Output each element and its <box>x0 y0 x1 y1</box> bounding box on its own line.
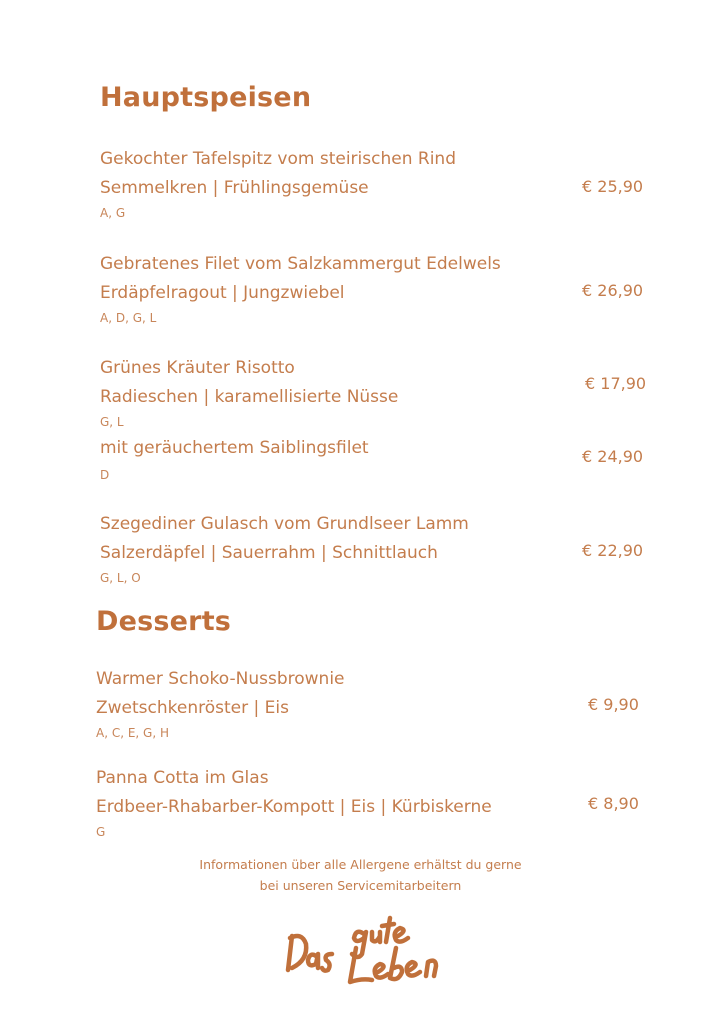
allergen-info-line-2: bei unseren Servicemitarbeitern <box>259 878 462 893</box>
dish-sides: Radieschen | karamellisierte Nüsse <box>100 387 399 407</box>
dish-sides: Semmelkren | Frühlingsgemüse <box>100 178 369 198</box>
dish-name: Gebratenes Filet vom Salzkammergut Edelwels <box>100 254 501 274</box>
dish-price: € 26,90 <box>582 281 644 300</box>
dish-price: € 9,90 <box>588 695 639 714</box>
dish-price: € 22,90 <box>582 541 644 560</box>
dish-allergens: G <box>96 825 106 839</box>
dish-name: Warmer Schoko-Nussbrownie <box>96 669 345 689</box>
dish-sides: Zwetschkenröster | Eis <box>96 698 289 718</box>
dish-allergens: A, C, E, G, H <box>96 726 170 740</box>
dish-price: € 17,90 <box>585 374 647 393</box>
dish-price: € 25,90 <box>582 177 644 196</box>
dish-name: Gekochter Tafelspitz vom steirischen Rind <box>100 149 456 169</box>
dish-price: € 8,90 <box>588 794 639 813</box>
allergen-info-line-1: Informationen über alle Allergene erhältst du gerne <box>199 857 522 872</box>
dish-name: Panna Cotta im Glas <box>96 768 269 788</box>
dish-variant-allergens: D <box>100 468 110 482</box>
dish-sides: Erdbeer-Rhabarber-Kompott | Eis | Kürbiskerne <box>96 797 492 817</box>
dish-allergens: A, D, G, L <box>100 311 157 325</box>
dish-allergens: G, L, O <box>100 571 141 585</box>
dish-allergens: G, L <box>100 415 124 429</box>
dish-name: Szegediner Gulasch vom Grundlseer Lamm <box>100 514 469 534</box>
dish-allergens: A, G <box>100 206 126 220</box>
dish-name: Grünes Kräuter Risotto <box>100 358 295 378</box>
section-title-desserts: Desserts <box>96 606 232 637</box>
dish-sides: Salzerdäpfel | Sauerrahm | Schnittlauch <box>100 543 438 563</box>
dish-variant-price: € 24,90 <box>582 447 644 466</box>
section-title-hauptspeisen: Hauptspeisen <box>100 82 312 113</box>
brand-logo <box>280 898 470 990</box>
dish-sides: Erdäpfelragout | Jungzwiebel <box>100 283 345 303</box>
dish-variant-name: mit geräuchertem Saiblingsfilet <box>100 438 369 458</box>
